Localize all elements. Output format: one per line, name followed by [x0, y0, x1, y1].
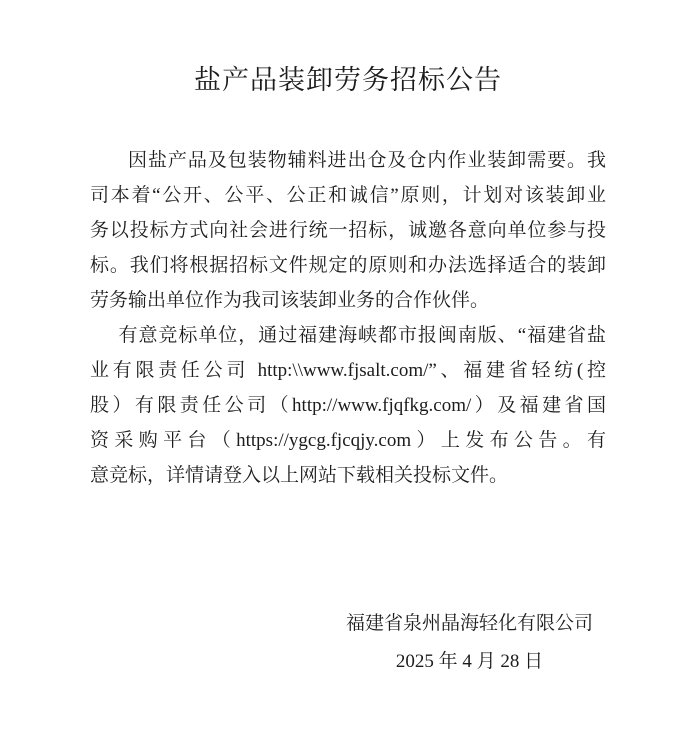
body-text-line: 意竞标，详情请登入以上网站下载相关投标文件。 [90, 465, 509, 486]
body-text-line: 标。我们将根据招标文件规定的原则和办法选择适合的装卸 [90, 255, 606, 276]
body-text-line: 业有限责任公司 http:\\www.fjsalt.com/”、福建省轻纺(控 [90, 360, 606, 381]
paragraph-2 [90, 318, 606, 493]
body-text-line: 有意竞标单位，通过福建海峡都市报闽南版、“福建省盐 [118, 325, 606, 346]
body-text-line: 务以投标方式向社会进行统一招标，诚邀各意向单位参与投 [90, 220, 606, 241]
document-date: 2025 年 4 月 28 日 [395, 651, 544, 672]
body-text-line: 因盐产品及包装物辅料进出仓及仓内作业装卸需要。我 [128, 150, 606, 171]
closing-block [346, 605, 593, 681]
body-text-line: 司本着“公开、公平、公正和诚信”原则，计划对该装卸业 [90, 185, 606, 206]
page-title: 盐产品装卸劳务招标公告 [194, 65, 502, 95]
body-text-line: 劳务输出单位作为我司该装卸业务的合作伙伴。 [90, 290, 490, 311]
body-text-line: 资采购平台（https://ygcg.fjcqjy.com）上发布公告。有 [90, 430, 606, 451]
signature-company-name: 福建省泉州晶海轻化有限公司 [345, 613, 593, 634]
body-text-line: 股）有限责任公司（http://www.fjqfkg.com/）及福建省国 [90, 395, 606, 416]
paragraph-1 [90, 143, 606, 318]
